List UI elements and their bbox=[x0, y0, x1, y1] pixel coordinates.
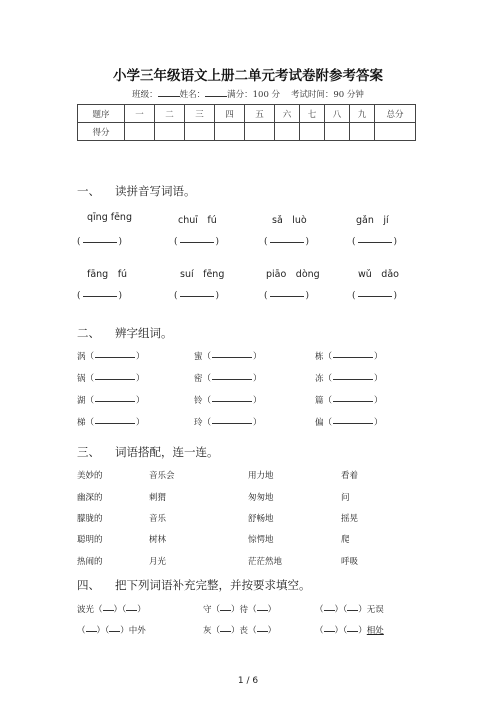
section-3-number: 三、 bbox=[77, 445, 100, 459]
score-header-cell: 五 bbox=[245, 105, 275, 123]
score-cell[interactable] bbox=[245, 123, 275, 141]
section-1-heading bbox=[77, 183, 196, 199]
match-item[interactable]: 音乐会 bbox=[149, 471, 175, 481]
score-header-cell: 题序 bbox=[78, 105, 125, 123]
score-cell[interactable] bbox=[185, 123, 215, 141]
match-item[interactable]: 朦胧的 bbox=[77, 514, 103, 524]
answer-blank[interactable]: ( ) bbox=[264, 237, 310, 247]
score-cell[interactable] bbox=[215, 123, 245, 141]
pinyin: fāng fú bbox=[87, 269, 128, 280]
match-item[interactable]: 月光 bbox=[149, 557, 167, 567]
match-item[interactable]: 热闹的 bbox=[77, 557, 103, 567]
word-item[interactable]: 冻（ ） bbox=[315, 374, 383, 384]
word-item[interactable]: 玲（ ） bbox=[194, 418, 262, 428]
score-cell[interactable] bbox=[125, 123, 155, 141]
pinyin: gǎn jí bbox=[356, 215, 389, 226]
match-item[interactable]: 音乐 bbox=[149, 514, 167, 524]
pinyin: suí fēng bbox=[180, 269, 225, 280]
score-header-cell: 八 bbox=[325, 105, 350, 123]
class-label: 班级： bbox=[132, 90, 158, 100]
pinyin: piāo dòng bbox=[266, 269, 320, 280]
answer-blank[interactable]: ( ) bbox=[77, 237, 123, 247]
name-blank[interactable] bbox=[205, 96, 227, 97]
section-4-title: 把下列词语补充完整，并按要求填空。 bbox=[115, 578, 311, 592]
score-cell[interactable] bbox=[155, 123, 185, 141]
word-item[interactable]: 铃（ ） bbox=[194, 396, 262, 406]
fill-in-item[interactable]: 守（ ）待（ ） bbox=[203, 605, 277, 615]
section-3-title: 词语搭配，连一连。 bbox=[115, 445, 219, 459]
match-item[interactable]: 舒畅地 bbox=[248, 514, 274, 524]
word-item[interactable]: 涡（ ） bbox=[77, 352, 145, 362]
section-2-number: 二、 bbox=[77, 326, 100, 340]
word-item[interactable]: 偏（ ） bbox=[315, 418, 383, 428]
fill-in-item[interactable]: （ ）（ ）无误 bbox=[315, 605, 384, 615]
name-label: 姓名： bbox=[179, 90, 206, 100]
match-item[interactable]: 看着 bbox=[341, 471, 359, 481]
pinyin: sǎ luò bbox=[272, 215, 307, 226]
page-title: 小学三年级语文上册二单元考试卷附参考答案 bbox=[113, 68, 383, 84]
match-item[interactable]: 树林 bbox=[149, 535, 167, 545]
section-4-number: 四、 bbox=[77, 578, 100, 592]
match-item[interactable]: 匆匆地 bbox=[248, 493, 274, 503]
answer-blank[interactable]: ( ) bbox=[264, 291, 310, 301]
score-header-cell: 九 bbox=[350, 105, 375, 123]
score-header-cell: 总分 bbox=[375, 105, 416, 123]
fill-in-item[interactable]: 波光（ ）（ ） bbox=[77, 605, 146, 615]
pinyin: chuī fú bbox=[178, 215, 217, 226]
answer-blank[interactable]: ( ) bbox=[352, 291, 398, 301]
score-table-header-row bbox=[78, 105, 416, 123]
word-item[interactable]: 湖（ ） bbox=[77, 396, 145, 406]
exam-time-text: 考试时间：90 分钟 bbox=[290, 90, 364, 100]
score-cell[interactable] bbox=[300, 123, 325, 141]
fill-in-item[interactable]: 灰（ ）丧（ ） bbox=[203, 626, 277, 636]
match-item[interactable]: 茫茫然地 bbox=[248, 557, 283, 567]
section-2-title: 辨字组词。 bbox=[115, 326, 173, 340]
match-item[interactable]: 用力地 bbox=[248, 471, 274, 481]
score-header-cell: 一 bbox=[125, 105, 155, 123]
pinyin: wǔ dǎo bbox=[358, 269, 399, 280]
score-cell[interactable] bbox=[350, 123, 375, 141]
exam-info-line bbox=[0, 88, 496, 100]
score-header-cell: 六 bbox=[275, 105, 300, 123]
match-item[interactable]: 聪明的 bbox=[77, 535, 103, 545]
score-cell[interactable] bbox=[325, 123, 350, 141]
score-header-cell: 四 bbox=[215, 105, 245, 123]
answer-blank[interactable]: ( ) bbox=[174, 291, 220, 301]
section-2-heading bbox=[77, 325, 173, 341]
section-1-number: 一、 bbox=[77, 184, 100, 198]
match-item[interactable]: 爬 bbox=[341, 535, 350, 545]
score-table-score-row bbox=[78, 123, 416, 141]
score-header-cell: 七 bbox=[300, 105, 325, 123]
score-cell[interactable] bbox=[275, 123, 300, 141]
score-cell[interactable] bbox=[375, 123, 416, 141]
score-row-label: 得分 bbox=[78, 123, 125, 141]
answer-blank[interactable]: ( ) bbox=[77, 291, 123, 301]
word-item[interactable]: 密（ ） bbox=[194, 374, 262, 384]
match-item[interactable]: 刺猬 bbox=[149, 493, 167, 503]
score-header-cell: 三 bbox=[185, 105, 215, 123]
section-1-title: 读拼音写词语。 bbox=[115, 184, 196, 198]
match-item[interactable]: 呼吸 bbox=[341, 557, 359, 567]
match-item[interactable]: 幽深的 bbox=[77, 493, 103, 503]
match-item[interactable]: 问 bbox=[341, 493, 350, 503]
word-item[interactable]: 蜜（ ） bbox=[194, 352, 262, 362]
full-score-text: 满分：100 分 bbox=[227, 90, 281, 100]
page-indicator: 1 / 6 bbox=[237, 676, 259, 686]
fill-in-item[interactable]: （ ）（ ）相处 bbox=[315, 626, 384, 636]
word-item[interactable]: 锅（ ） bbox=[77, 374, 145, 384]
score-header-cell: 二 bbox=[155, 105, 185, 123]
word-item[interactable]: 梯（ ） bbox=[77, 418, 145, 428]
word-item[interactable]: 篇（ ） bbox=[315, 396, 383, 406]
answer-blank[interactable]: ( ) bbox=[352, 237, 398, 247]
match-item[interactable]: 惊愕地 bbox=[248, 535, 274, 545]
fill-in-item[interactable]: （ ）（ ）中外 bbox=[77, 626, 146, 636]
section-4-heading bbox=[77, 577, 311, 593]
class-blank[interactable] bbox=[158, 96, 180, 97]
answer-blank[interactable]: ( ) bbox=[174, 237, 220, 247]
match-item[interactable]: 摇晃 bbox=[341, 514, 359, 524]
word-item[interactable]: 栋（ ） bbox=[315, 352, 383, 362]
section-3-heading bbox=[77, 444, 219, 460]
score-table bbox=[77, 104, 416, 141]
pinyin: qīng fēng bbox=[87, 212, 132, 223]
match-item[interactable]: 美妙的 bbox=[77, 471, 103, 481]
